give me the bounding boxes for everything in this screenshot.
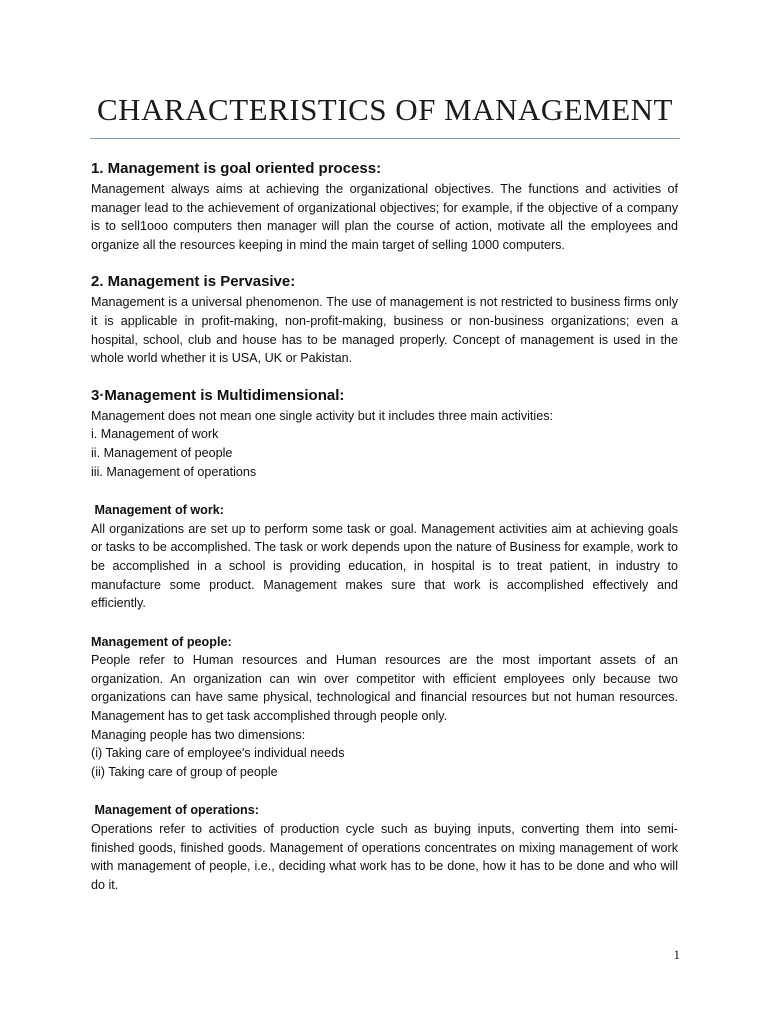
document-body [91, 158, 678, 894]
title-underline [90, 138, 680, 139]
management-of-operations-body: Operations refer to activities of production cycle such as buying inputs, converting them into semi-finished goods, finished goods. Management of operations concentrates on mixing management of work with management of people, i.e., deciding what work has to be done, how it has to be done and who will do it. [91, 822, 678, 892]
section-3-heading: 3·Management is Multidimensional: [91, 386, 345, 404]
management-of-people-heading: Management of people: [91, 634, 232, 649]
section-2-heading: 2. Management is Pervasive: [91, 273, 296, 291]
page-title: CHARACTERISTICS OF MANAGEMENT [97, 92, 673, 127]
list-item: ii. Management of people [91, 445, 233, 460]
section-1-body: Management always aims at achieving the organizational objectives. The functions and activities of manager lead to the achievement of organizational objectives; for example, if the objective of a company is to sell1ooo computers then manager will plan the course of action, motivate all the employees and organize all the resources keeping in mind the main target of selling 1000 computers. [91, 182, 678, 252]
list-item: iii. Management of operations [91, 464, 257, 479]
people-dimensions-intro: Managing people has two dimensions: [91, 727, 306, 742]
management-of-people-body: People refer to Human resources and Human resources are the most important assets of an organization. An organization can win over competitor with efficient employees only because two organizations can have same physical, technological and financial resources but not human resources. Management has to get task accomplished through people only. [91, 653, 678, 724]
section-3-intro: Management does not mean one single activity but it includes three main activities: [91, 408, 554, 423]
section-2-body: Management is a universal phenomenon. The use of management is not restricted to business firms only it is applicable in profit-making, non-profit-making, business or non-business organizations; even a hospital, school, club and house has to be managed properly. Concept of management is used in the whole world whether it is USA, UK or Pakistan. [91, 295, 678, 366]
management-of-operations-heading: Management of operations: [91, 803, 259, 818]
section-1-heading: 1. Management is goal oriented process: [91, 160, 382, 177]
management-of-work-heading: Management of work: [91, 503, 224, 518]
list-item: (ii) Taking care of group of people [91, 764, 278, 779]
management-of-work-body: All organizations are set up to perform some task or goal. Management activities aim at achieving goals or tasks to be accomplished. The task or work depends upon the nature of Business for example, work to be accomplished in a school is providing education, in hospital is to treat patient, in industry to manufacture some product. Management makes sure that work is accomplished effectively and efficiently. [91, 521, 678, 611]
page-number: 1 [673, 947, 680, 962]
list-item: i. Management of work [91, 427, 219, 442]
list-item: (i) Taking care of employee's individual needs [91, 746, 345, 761]
